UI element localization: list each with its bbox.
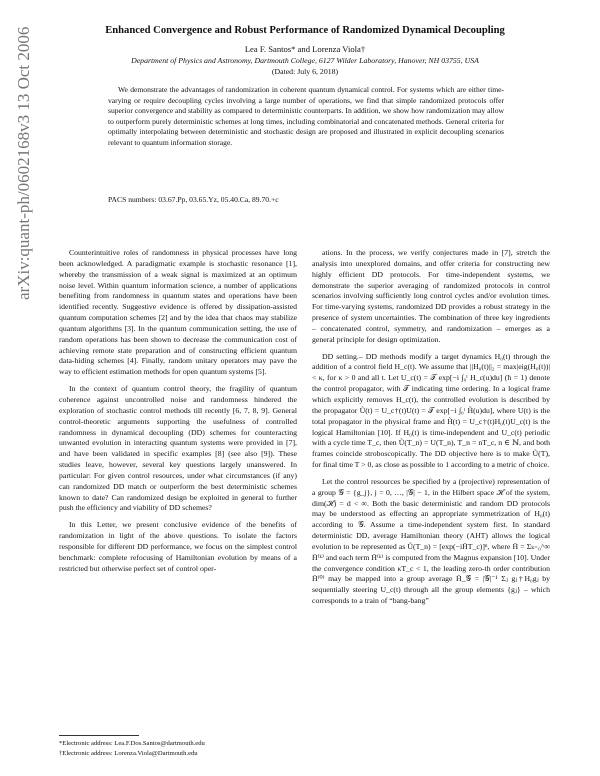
footnote-rule: [59, 735, 139, 736]
paragraph: Counterintuitive roles of randomness in physical processes have long been acknowledged. A paradigmatic example is stochastic resonance [1], whereby the transmission of a weak signal is maximized at an optimum noise level. Within quantum information science, a number of applications benefiting from randomness in quantum states and operations have been identified recently. Suggestive evidence is offered by dissipation-assisted quantum computation schemes [2] and by the idea that chaos may stabilize quantum algorithms [3]. In the quantum communication setting, the use of random operations has been shown to decrease the communication cost of achieving remote state preparation and of constructing efficient quantum data-hiding schemes [4]. Finally, random unitary operators may pave the way to efficient estimation methods for open quantum systems [5].: [59, 248, 297, 377]
left-column: [59, 248, 297, 580]
pacs-numbers: PACS numbers: 03.67.Pp, 03.65.Yz, 05.40.Ca, 89.70.+c: [108, 195, 279, 204]
abstract: We demonstrate the advantages of randomization in coherent quantum dynamical control. For systems which are either time-varying or require decoupling cycles involving a large number of operations, we find that simple randomized protocols offer superior convergence and stability as compared to deterministic counterparts. In addition, we show how randomization may allow to outperform purely deterministic schemes at long times, including combinatorial and concatenated methods. General criteria for optimally interpolating between deterministic and stochastic design are proposed and illustrated in explicit decoupling scenarios relevant to quantum information storage.: [108, 85, 504, 147]
footnote-email-santos: *Electronic address: Lea.F.Dos.Santos@dartmouth.edu: [59, 740, 205, 747]
right-column: [312, 248, 550, 613]
arxiv-stamp: arXiv:quant-ph/0602168v3 13 Oct 2006: [14, 26, 33, 300]
affiliation: Department of Physics and Astronomy, Dartmouth College, 6127 Wilder Laboratory, Hanover, NH 03755, USA: [131, 56, 479, 65]
paragraph: In this Letter, we present conclusive evidence of the benefits of randomization in light of the above questions. To isolate the factors responsible for different DD performance, we focus on the simplest control benchmark: complete refocusing of Hamiltonian evolution by means of a restricted but otherwise perfect set of control oper-: [59, 520, 297, 573]
date-line: (Dated: July 6, 2018): [271, 67, 339, 76]
authors: Lea F. Santos* and Lorenza Viola†: [244, 44, 366, 54]
paragraph: DD setting.– DD methods modify a target dynamics H₀(t) through the addition of a control field H_c(t). We assume that ||H₀(t)||₂ = max|eig(H₀(t))| < κ, for κ > 0 and all t. Let U_c(t) = 𝒯 exp[−i ∫₀ᵗ H_c(u)du] (ħ = 1) denote the control propagator, with 𝒯 indicating time ordering. In a logical frame which explicitly removes H_c(t), the controlled evolution is described by the propagator Ũ(t) = U_c†(t)U(t) = 𝒯 exp[−i ∫₀ᵗ H̃(u)du], where U(t) is the total propagator in the physical frame and H̃(t) = U_c†(t)H₀(t)U_c(t) is the logical Hamiltonian [10]. If H₀(t) is time-independent and U_c(t) periodic with a cycle time T_c, then Ũ(T_n) = U(T_n), T_n = nT_c, n ∈ ℕ, and both frames coincide stroboscopically. The DD objective here is to make Ũ(T), for final time T > 0, as close as possible to 1 according to a metric of choice.: [312, 351, 550, 470]
paper-title: Enhanced Convergence and Robust Performance of Randomized Dynamical Decoupling: [105, 25, 505, 36]
paragraph: ations. In the process, we verify conjectures made in [7], stretch the analysis into unexplored domains, and offer criteria for constructing new highly efficient DD protocols. For time-independent systems, we demonstrate the superior averaging of randomized protocols in control scenarios involving sufficiently long control cycles and/or evolution times. For time-varying systems, randomized DD provides a robust strategy in the presence of system uncertainties. The combination of three key ingredients – concatenated control, symmetry, and randomization – emerges as a general principle for design optimization.: [312, 248, 550, 344]
paragraph: Let the control resources be specified by a (projective) representation of a group 𝒢 = {g_j}, j = 0, …, |𝒢| − 1, in the Hilbert space ℋ of the system, dim(ℋ) = d < ∞. Both the basic deterministic and random DD protocols may be understood as effecting an appropriate symmetrization of H₀(t) according to 𝒢. Assume a time-independent system first. In standard deterministic DD, average Hamiltonian theory (AHT) allows the logical evolution to be represented as Ũ(T_n) = [exp(−iH̄T_c)]ⁿ, where H̄ = Σₖ₌₀^∞ H̄⁽ᵏ⁾ and each term H̄⁽ᵏ⁾ is computed from the Magnus expansion [10]. Under the convergence condition κT_c < 1, the leading zero-th order contribution H̄⁽⁰⁾ may be mapped into a group average H̄_𝒢 = |𝒢|⁻¹ Σⱼ gⱼ†H₀gⱼ by sequentially steering U_c(t) through all the group elements {gⱼ} – which corresponds to a train of “bang-bang”: [312, 476, 550, 606]
paragraph: In the context of quantum control theory, the fragility of quantum coherence against uncontrolled noise and randomness hindered the exploration of stochastic control methods till recently [6, 7, 8, 9]. General control-theoretic arguments supporting the usefulness of controlled randomness in dynamical decoupling (DD) schemes for counteracting unwanted evolution in interacting quantum systems were provided in [7], and have been validated in specific examples [8] (see also [9]). These studies leave, however, several key questions largely unanswered. In particular: For given control resources, under what circumstances (if any) can randomized DD match or outperform the best deterministic schemes known to date? Can randomized design be exploited in general to further push the efficiency and viability of DD schemes?: [59, 384, 297, 513]
footnote-email-viola: †Electronic address: Lorenza.Viola@Dartmouth.edu: [59, 750, 198, 757]
